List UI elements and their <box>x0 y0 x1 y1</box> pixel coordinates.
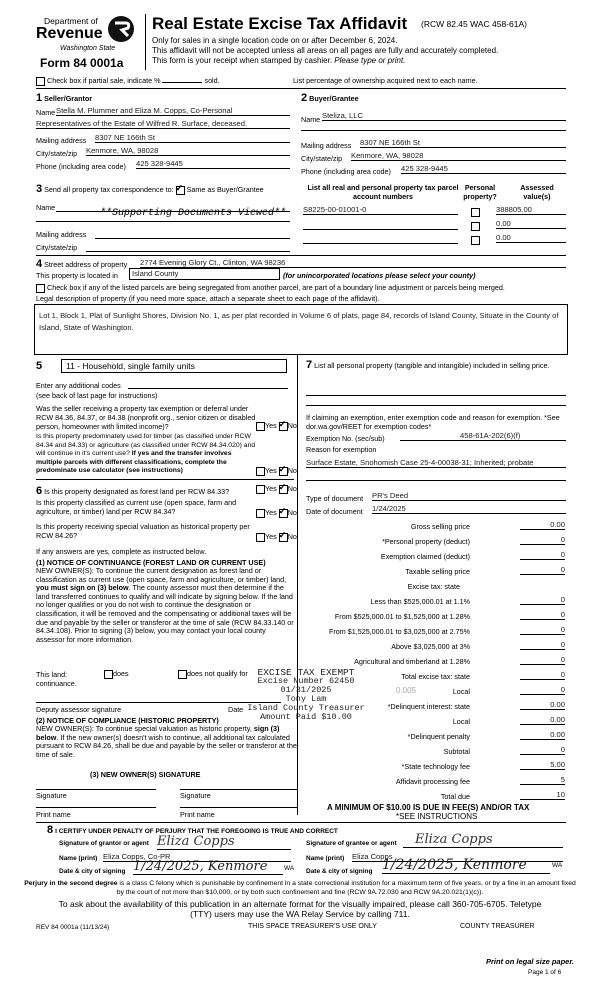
same-as-buyer-label: Same as Buyer/Grantee <box>186 185 264 194</box>
bracket-4-label: Above $3,025,000 at 3% <box>391 642 470 651</box>
perjury-heading: Perjury in the second degree <box>24 880 118 887</box>
exemption-reason-input[interactable]: Surface Estate, Snohomish Case 25-4-00038-31; Inherited; probate <box>306 458 566 468</box>
compliance-text-b: sign (3) below <box>36 724 280 742</box>
correspondence-mailing-input[interactable] <box>95 238 290 239</box>
total-due-label: Total due <box>440 792 470 801</box>
seller-heading-label: Seller/Grantor <box>44 94 93 103</box>
signature-label: Signature <box>180 791 211 800</box>
certify-text: I CERTIFY UNDER PENALTY OF PERJURY THAT THE FOREGOING IS TRUE AND CORRECT <box>55 828 338 835</box>
stamp-line-3: 01/31/2025 <box>280 685 332 695</box>
header-divider <box>145 14 146 70</box>
section-number: 5 <box>36 360 43 372</box>
parcel-list-heading: List all real and personal property tax parcel account numbers <box>307 183 459 201</box>
buyer-phone-label: Phone (including area code) <box>301 167 391 176</box>
personal-property-checkbox[interactable] <box>471 236 480 245</box>
does-not-checkbox[interactable] <box>178 670 187 679</box>
timber-question <box>36 433 258 476</box>
grantee-signature[interactable]: Eliza Copps <box>403 832 563 848</box>
minimum-due-note: A MINIMUM OF $10.00 IS DUE IN FEE(S) AND/OR TAX <box>327 803 530 812</box>
same-as-buyer-checkbox[interactable] <box>176 186 185 195</box>
total-due-value[interactable]: 10 <box>520 790 565 800</box>
personal-property-list-label <box>306 360 566 371</box>
yes-label: Yes <box>265 508 277 517</box>
delinquent-local-value[interactable]: 0.00 <box>520 715 565 725</box>
legal-description-label: Legal description of property (if you need more space, attach a separate sheet to each page of the affidavit). <box>36 294 380 303</box>
personal-property-checkbox[interactable] <box>471 208 480 217</box>
grantor-signature-label: Signature of grantor or agent <box>59 840 149 847</box>
section-number: 8 <box>47 824 54 836</box>
buyer-city-label: City/state/zip <box>301 154 343 163</box>
buyer-name-input[interactable]: Steliza, LLC <box>322 111 566 121</box>
perjury-notice <box>24 880 576 897</box>
if-yes-instructions: If any answers are yes, complete as instructed below. <box>36 547 207 556</box>
personal-property-deduct-value[interactable]: 0 <box>520 535 565 545</box>
see-instructions-note: *SEE INSTRUCTIONS <box>396 812 478 821</box>
technology-fee-value[interactable]: 5.00 <box>520 760 565 770</box>
exemption-number-input[interactable]: 458-61A-202(6)(f) <box>400 431 566 441</box>
county-select[interactable]: Island County <box>129 268 280 280</box>
exemption-question-answer <box>256 421 297 431</box>
street-address-input[interactable]: 2774 Evening Glory Ct., Clinton, WA 98236 <box>140 258 566 268</box>
see-back-label: (see back of last page for instructions) <box>36 391 158 400</box>
print-note: Please type or print. <box>334 56 406 65</box>
personal-property-heading: Personal property? <box>463 183 497 201</box>
bracket-4-value[interactable]: 0 <box>520 640 565 650</box>
continuance-heading: (1) NOTICE OF CONTINUANCE (FOREST LAND OR CURRENT USE) <box>36 558 266 567</box>
forest-land-answer <box>256 484 297 494</box>
header-note-2: This affidavit will not be accepted unless all areas on all pages are fully and accurately completed. <box>152 46 499 55</box>
exemption-claimed-label: Exemption claimed (deduct) <box>380 552 470 561</box>
new-owner-signature-line-2[interactable] <box>180 789 298 790</box>
processing-fee-label: Affidavit processing fee <box>395 777 470 786</box>
buyer-name-label: Name <box>301 115 321 124</box>
seller-mailing-label: Mailing address <box>36 136 87 145</box>
assessed-value-input[interactable]: 0.00 <box>496 219 566 229</box>
correspondence-name-label: Name <box>36 203 56 212</box>
partial-sale-row <box>36 76 220 86</box>
divider <box>36 221 290 222</box>
grantee-signature-label: Signature of grantee or agent <box>306 840 397 847</box>
continuance-text-c: . The county assessor must then determine if the land transferred continues to qualify and will indicate by signing below. If the land no longer qualifies or you do not wish to continue the designation or classification, it will be removed and the compensating or additional taxes will be due and payable by the seller or transferor at the time of sale (RCW 84.33.140 or 84.34.108). Prior to signing (3) below, you may contact your local county assessor for more information. <box>36 583 294 644</box>
supporting-documents-stamp: **Supporting Documents Viewed** <box>100 208 287 219</box>
divider <box>36 479 294 480</box>
compliance-heading: (2) NOTICE OF COMPLIANCE (HISTORIC PROPERTY) <box>36 716 219 725</box>
seller-name-label: Name <box>36 108 56 117</box>
dept-label: Department of <box>44 16 98 26</box>
section-number: 1 <box>36 92 43 104</box>
grantor-state: WA <box>284 865 295 872</box>
yes-label: Yes <box>265 484 277 493</box>
this-land-label: This land: <box>36 670 68 679</box>
document-date-input[interactable]: 1/24/2025 <box>372 504 566 514</box>
yes-label: Yes <box>265 466 277 475</box>
seller-city-input[interactable]: Kenmore, WA, 98028 <box>86 146 290 156</box>
section-number: 4 <box>36 258 43 270</box>
gross-price-label: Gross selling price <box>410 522 470 531</box>
deputy-signature-label: Deputy assessor signature <box>36 705 122 714</box>
street-address-label: Street address of property <box>44 260 128 269</box>
subtotal-value[interactable]: 0 <box>520 745 565 755</box>
total-excise-state-value[interactable]: 0 <box>520 670 565 680</box>
exemption-number-label: Exemption No. (sec/sub) <box>306 434 385 443</box>
timber-question-text: Is this property predominately used for timber (as classified under RCW 84.34 and 84.33) or agriculture (as classified under RCW 84.34.020) and will continue in it's current use? <box>36 433 256 457</box>
buyer-mailing-input[interactable]: 8307 NE 166th St <box>360 138 566 148</box>
new-owner-signature-line-1[interactable] <box>36 789 156 790</box>
no-checkbox[interactable] <box>279 485 288 494</box>
bracket-2-value[interactable]: 0 <box>520 610 565 620</box>
buyer-phone-input[interactable]: 425 328-9445 <box>401 164 566 174</box>
correspondence-mailing-label: Mailing address <box>36 230 87 239</box>
partial-sale-checkbox[interactable] <box>36 77 45 86</box>
agricultural-label: Agricultural and timberland at 1.28% <box>354 657 470 666</box>
additional-codes-label: Enter any additional codes <box>36 381 121 390</box>
bracket-1-label: Less than $525,000.01 at 1.1% <box>370 597 470 606</box>
buyer-mailing-label: Mailing address <box>301 141 352 150</box>
does-option <box>104 669 129 679</box>
section-number: 7 <box>306 359 313 371</box>
land-use-code-select[interactable]: 11 - Household, single family units <box>61 359 287 373</box>
compliance-text-c: . If the new owner(s) doesn't wish to continue, all additional tax calculated pursuant to RCW 84.26, shall be due and payable by the seller or transferor at the time of sale. <box>36 732 297 759</box>
no-checkbox[interactable] <box>279 422 288 431</box>
grantee-name-label: Name (print) <box>306 855 345 862</box>
stamp-line-2: Excise Number 62450 <box>257 676 355 686</box>
processing-fee-value[interactable]: 5 <box>520 775 565 785</box>
state-label: Washington State <box>60 45 116 52</box>
street-address-row <box>36 258 127 270</box>
ownership-note: List percentage of ownership acquired next to each name. <box>293 76 478 85</box>
seller-mailing-input[interactable]: 8307 NE 166th St <box>95 133 290 143</box>
exemption-instructions: If claiming an exemption, enter exemption code and reason for exemption. *See dor.wa.gov/REET for exemption codes* <box>306 413 560 431</box>
divider <box>36 255 566 256</box>
page-number: Page 1 of 6 <box>528 969 562 976</box>
continuance-text-b: you must sign on (3) below <box>36 583 129 593</box>
grantor-date-input[interactable]: 1/24/2025, Kenmore <box>133 859 283 875</box>
header-note-1: Only for sales in a single location code on or after December 6, 2024. <box>152 36 398 45</box>
delinquent-penalty-label: *Delinquent penalty <box>407 732 470 741</box>
seller-phone-label: Phone (including area code) <box>36 162 126 171</box>
deputy-date-label: Date <box>228 705 244 714</box>
no-label: No <box>287 421 297 430</box>
yes-checkbox[interactable] <box>256 485 265 494</box>
seller-phone-input[interactable]: 425 328-9445 <box>136 159 290 169</box>
grantee-name-input[interactable]: Eliza Copps <box>352 852 563 862</box>
total-excise-state-label: Total excise tax: state <box>401 672 470 681</box>
local-tax-value[interactable]: 0 <box>520 685 565 695</box>
document-date-label: Date of document <box>306 507 363 516</box>
timber-question-bold: If yes and the transfer involves multiple parcels with different classifications, complete the predominate use calculator (see instructions) <box>36 450 232 474</box>
current-use-question: Is this property classified as current use (open space, farm and agriculture, or timber) land per RCW 84.34? <box>36 498 237 516</box>
seller-city-label: City/state/zip <box>36 149 78 158</box>
print-name-label: Print name <box>36 810 71 819</box>
seller-heading <box>36 92 92 104</box>
seller-name-line-2[interactable]: Representatives of the Estate of Wilfred R. Surface, deceased. <box>36 119 290 129</box>
historic-question: Is this property receiving special valuation as historical property per RCW 84.26? <box>36 522 250 540</box>
dor-logo <box>36 14 136 54</box>
bracket-2-label: From $525,000.01 to $1,525,000 at 1.28% <box>334 612 470 621</box>
delinquent-penalty-value[interactable]: 0.00 <box>520 730 565 740</box>
no-label: No <box>287 484 297 493</box>
assessed-value-input[interactable]: 388805.00 <box>496 205 566 215</box>
new-owner-print-line-1[interactable] <box>36 807 156 808</box>
legal-description-textarea[interactable]: Lot 1, Block 1, Plat of Sunlight Shores, Division No. 1, as per plat recorded in Volume 6 of plats, page 84, records of Island County, Situate in the County of Island, State of Washington. <box>34 304 568 355</box>
revision-label: REV 84 0001a (11/13/24) <box>36 924 110 931</box>
forest-land-text: Is this property designated as forest land per RCW 84.33? <box>44 487 230 496</box>
continuance-text-a: NEW OWNER(S): To continue the current designation as forest land or classification as current use (open space, farm and agriculture, or timber) land, <box>36 566 287 584</box>
correspondence-city-input[interactable] <box>86 251 290 252</box>
grantee-state: WA <box>552 862 563 869</box>
personal-property-checkbox[interactable] <box>471 222 480 231</box>
yes-checkbox[interactable] <box>256 509 265 518</box>
no-label: No <box>287 508 297 517</box>
taxable-price-label: Taxable selling price <box>405 567 470 576</box>
parcel-number-input[interactable] <box>303 219 458 230</box>
revenue-logo-icon <box>106 14 136 44</box>
form-rcw: (RCW 82.45 WAC 458-61A) <box>421 19 527 29</box>
parcel-row <box>301 233 566 246</box>
personal-property-deduct-label: *Personal property (deduct) <box>382 537 470 546</box>
parcel-number-input[interactable] <box>303 233 458 244</box>
technology-fee-label: *State technology fee <box>401 762 470 771</box>
taxable-price-value[interactable]: 0 <box>520 565 565 575</box>
grantee-date-input[interactable]: 1/24/2025, Kenmore <box>382 857 550 874</box>
signature-label: Signature <box>36 791 67 800</box>
no-label: No <box>287 466 297 475</box>
section-number: 6 <box>36 485 43 497</box>
excise-tax-state-label: Excise tax: state <box>407 582 460 591</box>
grantor-name-label: Name (print) <box>59 855 98 862</box>
grantor-signature[interactable]: Eliza Copps <box>157 834 291 850</box>
correspondence-city-label: City/state/zip <box>36 243 78 252</box>
yes-label: Yes <box>265 532 277 541</box>
header-note-3 <box>152 56 405 65</box>
continuance-label: continuance. <box>36 679 77 688</box>
local-rate: 0.005 <box>396 686 417 695</box>
revenue-wordmark: Revenue <box>36 25 103 42</box>
partial-sale-label: Check box if partial sale, indicate % <box>47 76 161 85</box>
yes-label: Yes <box>265 421 277 430</box>
exemption-question: Was the seller receiving a property tax exemption or deferral under RCW 84.36, 84.37, or 84.38 (nonprofit org., senior citizen or disabled person, homeowner with limited income)? <box>36 404 256 431</box>
correspondence-label: Send all property tax correspondence to: <box>44 185 174 194</box>
correspondence-row <box>36 183 264 195</box>
agricultural-value[interactable]: 0 <box>520 655 565 665</box>
form-number: Form 84 0001a <box>40 56 124 70</box>
alternate-format-notice: To ask about the availability of this publication in an alternate format for the visually impaired, please call 360-705-6705. Teletype (TTY) users may use the WA Relay Service by calling 711. <box>58 899 542 919</box>
divider <box>36 822 566 823</box>
legal-paper-note: Print on legal size paper. <box>486 957 574 966</box>
does-not-label: does not qualify for <box>187 669 248 678</box>
segregated-label: Check box if any of the listed parcels are being segregated from another parcel, are part of a boundary line adjustment or parcels being merged. <box>47 283 505 292</box>
local-tax-label: Local <box>452 687 470 696</box>
personal-property-line-2[interactable] <box>306 405 566 406</box>
current-use-answer <box>256 508 297 518</box>
partial-sale-percent-input[interactable] <box>162 82 202 83</box>
parcel-number-input[interactable]: S8225-00-01001-0 <box>303 205 458 215</box>
additional-codes-input[interactable] <box>128 388 288 389</box>
document-type-input[interactable]: PR's Deed <box>372 491 566 501</box>
buyer-heading-label: Buyer/Grantee <box>309 94 359 103</box>
exemption-reason-line-2 <box>306 480 566 481</box>
bracket-3-value[interactable]: 0 <box>520 625 565 635</box>
buyer-city-input[interactable]: Kenmore, WA, 98028 <box>351 151 566 161</box>
stamp-line-6: Amount Paid $10.00 <box>260 712 352 722</box>
buyer-heading <box>301 92 359 104</box>
print-name-label: Print name <box>180 810 215 819</box>
timber-question-answer <box>256 466 297 476</box>
treasurer-use-label: THIS SPACE TREASURER'S USE ONLY <box>248 923 377 930</box>
no-checkbox[interactable] <box>279 467 288 476</box>
seller-name-line-1[interactable]: Stella M. Plummer and Eliza M. Copps, Co-Personal <box>56 106 290 116</box>
assessed-value-input[interactable]: 0.00 <box>496 233 566 243</box>
yes-checkbox[interactable] <box>256 422 265 431</box>
does-label: does <box>113 669 129 678</box>
county-treasurer-label: COUNTY TREASURER <box>460 923 535 930</box>
parcel-row <box>301 219 566 232</box>
bracket-1-value[interactable]: 0 <box>520 595 565 605</box>
stamp-line-5: Island County Treasurer <box>247 703 365 713</box>
new-owner-print-line-2[interactable] <box>180 807 298 808</box>
assessed-value-heading: Assessed value(s) <box>520 183 554 201</box>
stamp-line-1: EXCISE TAX EXEMPT <box>257 667 355 678</box>
partial-sale-sold: sold. <box>204 76 220 85</box>
segregated-row <box>36 283 505 293</box>
bracket-3-label: From $1,525,000.01 to $3,025,000 at 2.75% <box>328 627 470 636</box>
subtotal-label: Subtotal <box>443 747 470 756</box>
county-note: (for unincorporated locations please select your county) <box>283 271 476 280</box>
grantee-date-label: Date & city of signing <box>306 868 373 875</box>
treasurer-stamp <box>236 668 376 722</box>
yes-checkbox[interactable] <box>256 467 265 476</box>
divider <box>36 88 566 89</box>
segregated-checkbox[interactable] <box>36 284 45 293</box>
form-title: Real Estate Excise Tax Affidavit <box>152 14 408 33</box>
no-label: No <box>287 532 297 541</box>
no-checkbox[interactable] <box>279 509 288 518</box>
compliance-text-a: NEW OWNER(S): To continue special valuation as historic property, <box>36 724 254 733</box>
new-owner-signature-heading: (3) NEW OWNER(S) SIGNATURE <box>90 770 201 779</box>
personal-property-line-1[interactable] <box>306 395 566 396</box>
document-type-label: Type of document <box>306 494 364 503</box>
grantor-date-label: Date & city of signing <box>59 868 126 875</box>
exemption-reason-label: Reason for exemption <box>306 445 377 454</box>
located-in-label: This property is located in <box>36 271 118 280</box>
personal-property-text: List all personal property (tangible and intangible) included in selling price. <box>314 361 550 370</box>
section-number: 2 <box>301 92 308 104</box>
perjury-text: is a class C felony which is punishable by confinement in a state correctional institution for a maximum term of five years, or by a fine in an amount fixed by the court of not more than $10,000, or by both such confinement and fine (RCW 9A.72.030 and RCW 9A.20.021(1)(c)). <box>116 880 576 896</box>
does-checkbox[interactable] <box>104 670 113 679</box>
receipt-note: This form is your receipt when stamped by cashier. <box>152 56 335 65</box>
exemption-claimed-value[interactable]: 0 <box>520 550 565 560</box>
section-number: 3 <box>36 183 43 195</box>
delinquent-local-label: Local <box>452 717 470 726</box>
buyer-name-line-2 <box>301 130 566 131</box>
stamp-line-4: Tony Lam <box>285 694 327 704</box>
delinquent-interest-value[interactable]: 0.00 <box>520 700 565 710</box>
delinquent-interest-label: *Delinquent interest: state <box>387 702 470 711</box>
forest-land-question <box>36 485 229 497</box>
parcel-row <box>301 205 566 218</box>
grantor-name-input[interactable]: Eliza Copps, Co-PR <box>103 852 291 862</box>
gross-price-value[interactable]: 0.00 <box>520 520 565 530</box>
